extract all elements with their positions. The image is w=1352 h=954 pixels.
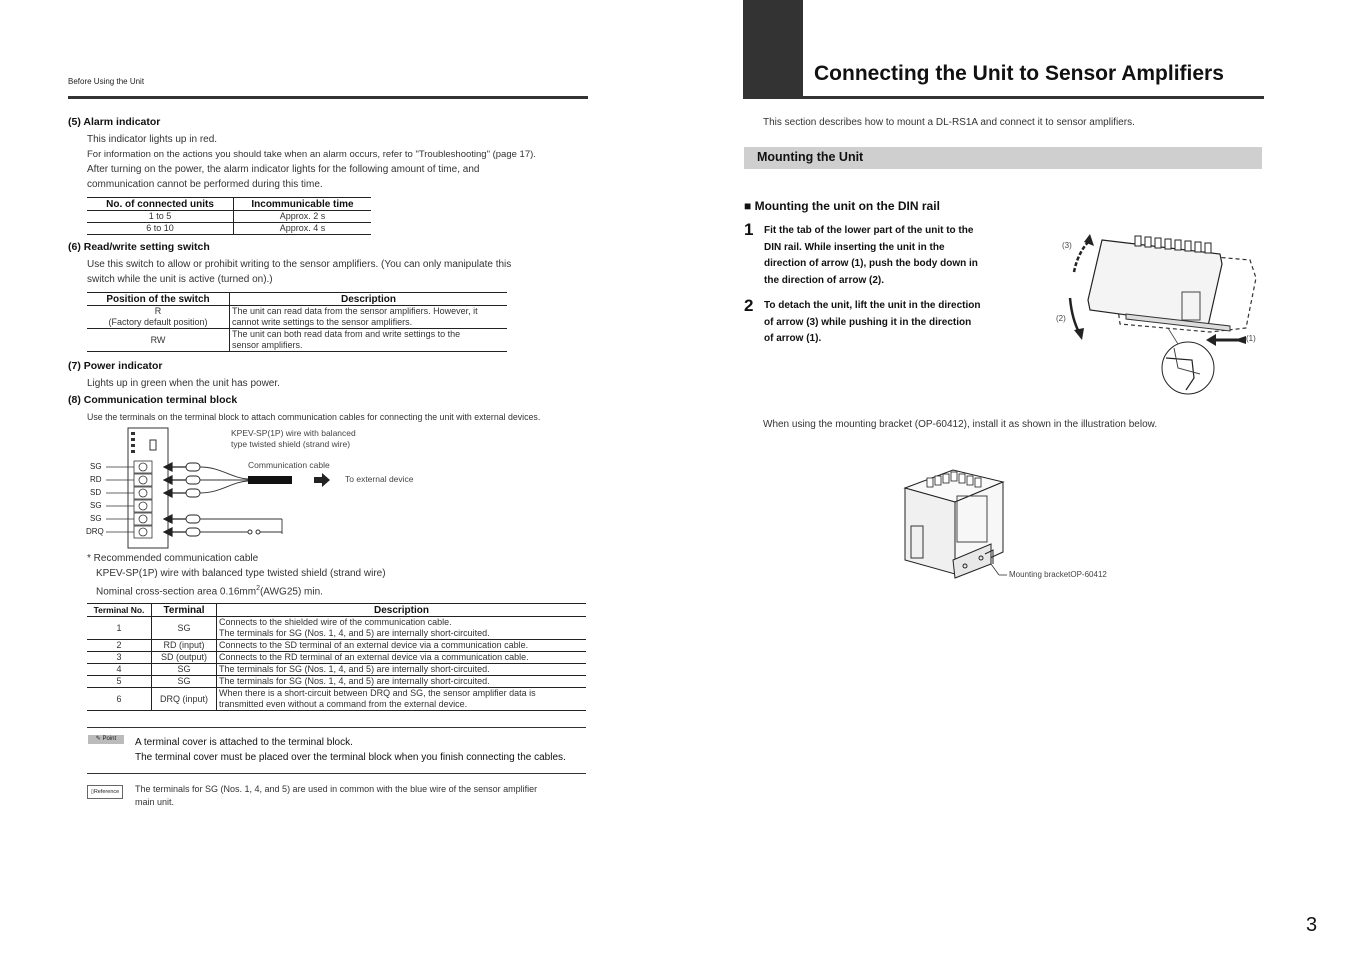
mounting-bracket-illustration bbox=[895, 460, 1135, 584]
table-row bbox=[87, 211, 371, 223]
alarm-text-4: communication cannot be performed during this time. bbox=[87, 179, 323, 190]
table-cell: 6 to 10 bbox=[87, 223, 234, 235]
step-number: 2 bbox=[744, 296, 754, 315]
point-text-1: A terminal cover is attached to the terminal block. bbox=[135, 737, 353, 748]
wire-label: type twisted shield (strand wire) bbox=[231, 439, 351, 449]
intro-text: This section describes how to mount a DL-RS1A and connect it to sensor amplifiers. bbox=[763, 117, 1135, 128]
table-row bbox=[87, 688, 586, 711]
table-cell: Approx. 4 s bbox=[234, 223, 372, 235]
header-rule bbox=[68, 96, 588, 99]
terminal-label: DRQ bbox=[86, 527, 104, 536]
reference-text-1: The terminals for SG (Nos. 1, 4, and 5) are used in common with the blue wire of the sensor amplifier bbox=[135, 784, 538, 794]
alarm-text-2: For information on the actions you should take when an alarm occurs, refer to "Troubleshooting" (page 17). bbox=[87, 149, 536, 160]
terminal-table bbox=[87, 603, 586, 711]
table-header: Terminal No. bbox=[87, 604, 152, 617]
table-header: Description bbox=[230, 293, 508, 306]
table-row bbox=[87, 223, 371, 235]
pencil-icon: ✎ bbox=[95, 736, 101, 742]
table-row bbox=[87, 329, 507, 352]
alarm-text-3: After turning on the power, the alarm indicator lights for the following amount of time, and bbox=[87, 164, 480, 175]
power-text: Lights up in green when the unit has power. bbox=[87, 378, 280, 389]
table-cell: RW bbox=[87, 329, 230, 352]
table-header: Incommunicable time bbox=[234, 198, 372, 211]
table-cell: 6 bbox=[87, 688, 152, 711]
reference-text-2: main unit. bbox=[135, 797, 175, 807]
table-row bbox=[87, 676, 586, 688]
table-row bbox=[87, 652, 586, 664]
page-title: Connecting the Unit to Sensor Amplifiers bbox=[814, 62, 1224, 85]
table-cell: Connects to the shielded wire of the communication cable. bbox=[219, 617, 452, 627]
alarm-text-1: This indicator lights up in red. bbox=[87, 134, 218, 145]
step-1-text: Fit the tab of the lower part of the unit to the DIN rail. While inserting the unit in the direction of arrow (1), push the body down in the direction of arrow (2). bbox=[764, 225, 978, 286]
table-row bbox=[87, 664, 586, 676]
table-row bbox=[87, 640, 586, 652]
section-bar-title: Mounting the Unit bbox=[757, 150, 864, 164]
bracket-text: When using the mounting bracket (OP-60412), install it as shown in the illustration below. bbox=[763, 419, 1158, 430]
table-cell: 5 bbox=[87, 676, 152, 688]
rw-text-2: switch while the unit is active (turned on).) bbox=[87, 274, 273, 285]
terminal-wiring-diagram bbox=[86, 426, 426, 552]
table-cell: Connects to the SD terminal of an external device via a communication cable. bbox=[217, 640, 587, 652]
table-cell: Connects to the RD terminal of an external device via a communication cable. bbox=[217, 652, 587, 664]
point-rule-top bbox=[87, 727, 586, 728]
table-cell: 1 to 5 bbox=[87, 211, 234, 223]
section-heading-alarm: (5) Alarm indicator bbox=[68, 116, 161, 128]
recommended-cable-area: Nominal cross-section area $0.16mm^2(AWG25)$ min. bbox=[96, 585, 323, 598]
table-header: Terminal bbox=[152, 604, 217, 617]
table-row bbox=[87, 306, 507, 329]
table-cell: SG bbox=[152, 676, 217, 688]
table-cell: transmitted even without a command from the external device. bbox=[219, 699, 468, 709]
reference-badge: ▯Reference bbox=[87, 785, 123, 799]
section-heading-terminal-block: (8) Communication terminal block bbox=[68, 394, 238, 406]
terminal-label: RD bbox=[90, 475, 102, 484]
table-cell: When there is a short-circuit between DRQ and SG, the sensor amplifier data is bbox=[219, 688, 536, 698]
arrow-label: (2) bbox=[1056, 314, 1066, 323]
table-cell: SG bbox=[152, 617, 217, 640]
terminal-text: Use the terminals on the terminal block to attach communication cables for connecting the unit with external devices. bbox=[87, 412, 541, 422]
table-cell: 1 bbox=[87, 617, 152, 640]
breadcrumb: Before Using the Unit bbox=[68, 77, 145, 86]
table-cell: 2 bbox=[87, 640, 152, 652]
terminal-label: SG bbox=[90, 514, 102, 523]
table-cell: (Factory default position) bbox=[108, 317, 208, 327]
step-2-text: To detach the unit, lift the unit in the direction of arrow (3) while pushing it in the direction of arrow (1). bbox=[764, 300, 981, 344]
table-row bbox=[87, 617, 586, 640]
bracket-label: Mounting bracketOP-60412 bbox=[1009, 570, 1107, 579]
table-cell: The unit can both read data from and write settings to the bbox=[232, 329, 461, 339]
square-bullet-icon: ■ bbox=[744, 199, 752, 213]
table-cell: SD (output) bbox=[152, 652, 217, 664]
table-cell: RD (input) bbox=[152, 640, 217, 652]
table-cell: The terminals for SG (Nos. 1, 4, and 5) are internally short-circuited. bbox=[219, 628, 490, 638]
point-text-2: The terminal cover must be placed over the terminal block when you finish connecting the cables. bbox=[135, 752, 566, 763]
table-cell: sensor amplifiers. bbox=[232, 340, 303, 350]
table-header: Position of the switch bbox=[87, 293, 230, 306]
point-rule-bottom bbox=[87, 773, 586, 774]
table-cell: Approx. 2 s bbox=[234, 211, 372, 223]
page-number: 3 bbox=[1306, 914, 1318, 936]
terminal-label: SG bbox=[90, 462, 102, 471]
table-cell: 3 bbox=[87, 652, 152, 664]
arrow-label: (3) bbox=[1062, 241, 1072, 250]
alarm-time-table bbox=[87, 197, 371, 235]
arrow-label: (1) bbox=[1246, 334, 1256, 343]
point-badge: ✎ Point bbox=[88, 735, 124, 744]
table-header: No. of connected units bbox=[87, 198, 234, 211]
recommended-cable-note: * Recommended communication cable bbox=[87, 553, 259, 564]
section-heading-rw-switch: (6) Read/write setting switch bbox=[68, 241, 210, 253]
table-cell: SG bbox=[152, 664, 217, 676]
cable-label: Communication cable bbox=[248, 460, 330, 470]
rw-text-1: Use this switch to allow or prohibit writing to the sensor amplifiers. (You can only manipulate this bbox=[87, 259, 512, 270]
step-number: 1 bbox=[744, 220, 754, 239]
wire-label: KPEV-SP(1P) wire with balanced bbox=[231, 428, 356, 438]
section-heading-power: (7) Power indicator bbox=[68, 360, 163, 372]
title-rule bbox=[743, 96, 1264, 99]
terminal-label: SG bbox=[90, 501, 102, 510]
terminal-label: SD bbox=[90, 488, 102, 497]
table-cell: 4 bbox=[87, 664, 152, 676]
rw-switch-table bbox=[87, 292, 507, 352]
table-cell: The terminals for SG (Nos. 1, 4, and 5) are internally short-circuited. bbox=[217, 676, 587, 688]
table-cell: The unit can read data from the sensor amplifiers. However, it bbox=[232, 306, 478, 316]
din-rail-illustration bbox=[1050, 228, 1262, 396]
table-cell: cannot write settings to the sensor amplifiers. bbox=[232, 317, 413, 327]
table-header: Description bbox=[217, 604, 587, 617]
table-cell: R bbox=[154, 306, 162, 316]
recommended-cable-spec: KPEV-SP(1P) wire with balanced type twisted shield (strand wire) bbox=[96, 568, 386, 579]
subheading: ■ Mounting the unit on the DIN rail bbox=[744, 199, 940, 213]
section-bar bbox=[744, 147, 1262, 169]
table-cell: The terminals for SG (Nos. 1, 4, and 5) are internally short-circuited. bbox=[217, 664, 587, 676]
book-icon: ▯ bbox=[90, 789, 94, 795]
chapter-tab-block bbox=[743, 0, 803, 98]
table-cell: DRQ (input) bbox=[152, 688, 217, 711]
external-device-label: To external device bbox=[345, 474, 414, 484]
